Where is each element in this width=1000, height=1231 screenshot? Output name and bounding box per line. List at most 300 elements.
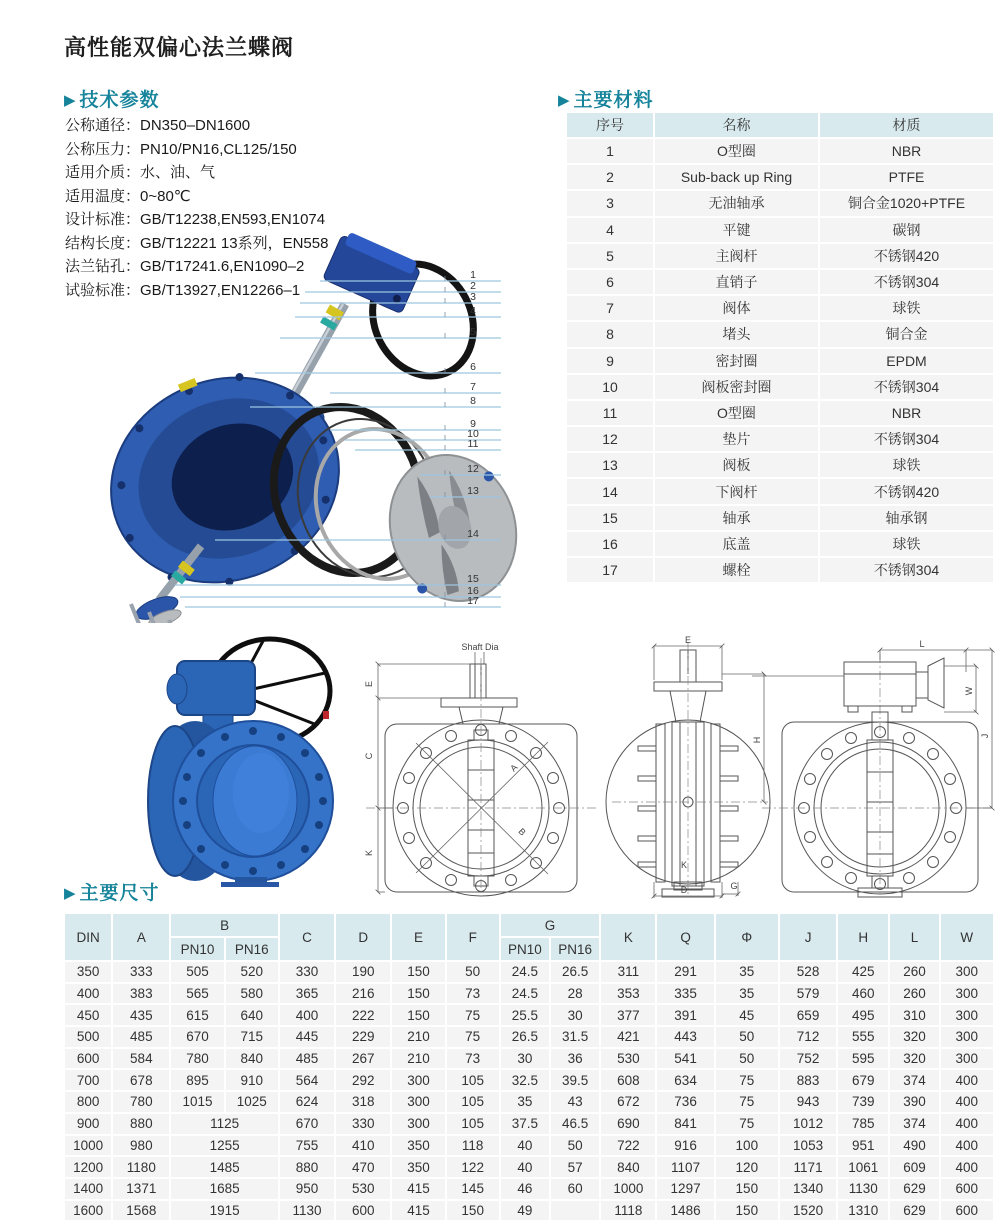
dimension-cell: 500 xyxy=(65,1027,111,1047)
dimension-cell: 883 xyxy=(780,1070,836,1090)
dim-header-c: C xyxy=(280,914,334,960)
page-title: 高性能双偏心法兰蝶阀 xyxy=(64,35,295,60)
dimension-cell: 580 xyxy=(226,984,278,1004)
dimension-cell: 460 xyxy=(838,984,888,1004)
dimension-cell: 374 xyxy=(890,1070,938,1090)
dimension-cell xyxy=(551,1201,599,1221)
callout-number: 17 xyxy=(467,595,479,607)
dimension-cell: 216 xyxy=(336,984,390,1004)
materials-header-name: 名称 xyxy=(655,113,818,137)
dimension-cell: 910 xyxy=(226,1070,278,1090)
section-title-materials-label: 主要材料 xyxy=(573,90,654,111)
callout-number: 7 xyxy=(470,381,476,393)
dimension-cell: 755 xyxy=(280,1136,334,1156)
dimension-cell: 1130 xyxy=(280,1201,334,1221)
dimension-cell: 530 xyxy=(601,1049,655,1069)
dimension-cell: 40 xyxy=(501,1157,549,1177)
dimension-cell: 600 xyxy=(941,1179,993,1199)
dim-e-label: E xyxy=(364,680,374,688)
dimension-cell: 35 xyxy=(716,984,778,1004)
dimension-cell: 739 xyxy=(838,1092,888,1112)
dim-header-phi: Φ xyxy=(716,914,778,960)
dimension-cell: 565 xyxy=(171,984,223,1004)
material-cell: NBR xyxy=(820,401,993,425)
dimension-cell: 1000 xyxy=(65,1136,111,1156)
dimension-cell: 75 xyxy=(447,1005,499,1025)
dimension-cell: 895 xyxy=(171,1070,223,1090)
dimension-cell: 400 xyxy=(941,1070,993,1090)
dim-header-f: F xyxy=(447,914,499,960)
dimension-cell: 60 xyxy=(551,1179,599,1199)
dim-j-label: J xyxy=(980,733,990,739)
section-title-dimensions-label: 主要尺寸 xyxy=(79,883,160,904)
dim-header-l: L xyxy=(890,914,938,960)
material-cell: 17 xyxy=(567,558,653,582)
material-row xyxy=(567,349,993,373)
dimension-cell: 150 xyxy=(716,1201,778,1221)
dim-c-label: C xyxy=(364,752,374,760)
section-title-tech xyxy=(64,85,160,112)
dimension-cell: 210 xyxy=(392,1027,444,1047)
dimension-cell: 311 xyxy=(601,962,655,982)
dimension-cell: 659 xyxy=(780,1005,836,1025)
material-cell: 2 xyxy=(567,165,653,189)
material-row xyxy=(567,479,993,503)
dimension-cell: 28 xyxy=(551,984,599,1004)
dimension-cell: 31.5 xyxy=(551,1027,599,1047)
material-cell: Sub-back up Ring xyxy=(655,165,818,189)
dimension-cell: 333 xyxy=(113,962,169,982)
dimension-cell: 470 xyxy=(336,1157,390,1177)
dimension-cell: 260 xyxy=(890,984,938,1004)
dimension-cell: 350 xyxy=(392,1136,444,1156)
dimension-cell: 105 xyxy=(447,1092,499,1112)
material-cell: 铜合金1020+PTFE xyxy=(820,191,993,215)
dimension-cell: 300 xyxy=(941,1005,993,1025)
material-cell: 直销子 xyxy=(655,270,818,294)
material-cell: 无油轴承 xyxy=(655,191,818,215)
dimension-cell: 752 xyxy=(780,1049,836,1069)
dimension-cell: 943 xyxy=(780,1092,836,1112)
dim-header-g-pn10: PN10 xyxy=(501,938,549,960)
dimension-cell: 1107 xyxy=(657,1157,713,1177)
material-cell: O型圈 xyxy=(655,139,818,163)
materials-header-row xyxy=(567,113,993,137)
dimension-cell: 485 xyxy=(280,1049,334,1069)
dimension-cell: 421 xyxy=(601,1027,655,1047)
callout-number: 11 xyxy=(467,438,479,450)
dimension-cell: 210 xyxy=(392,1049,444,1069)
tech-param-line: 结构长度：GB/T12221 13系列，EN558 xyxy=(65,234,329,252)
dimension-cell: 736 xyxy=(657,1092,713,1112)
bottom-foot xyxy=(221,882,279,887)
material-cell: 球铁 xyxy=(820,453,993,477)
dimension-cell: 310 xyxy=(890,1005,938,1025)
dim-e-label: E xyxy=(684,635,692,645)
section-arrow-icon: ▶ xyxy=(64,92,77,109)
material-cell: 5 xyxy=(567,244,653,268)
material-cell: 13 xyxy=(567,453,653,477)
dimension-cell: 712 xyxy=(780,1027,836,1047)
dimension-cell: 350 xyxy=(65,962,111,982)
callout-number: 8 xyxy=(470,395,476,407)
callout-number: 2 xyxy=(470,280,476,292)
dimension-cell: 840 xyxy=(226,1049,278,1069)
dim-header-a: A xyxy=(113,914,169,960)
dimension-cell: 374 xyxy=(890,1114,938,1134)
dimension-cell: 105 xyxy=(447,1070,499,1090)
dimension-cell: 36 xyxy=(551,1049,599,1069)
dimension-cell: 75 xyxy=(716,1114,778,1134)
tech-param-line: 公称通径：DN350–DN1600 xyxy=(65,117,251,134)
dimension-cell: 1400 xyxy=(65,1179,111,1199)
dimension-cell: 75 xyxy=(447,1027,499,1047)
dimension-cell: 318 xyxy=(336,1092,390,1112)
dimension-cell: 584 xyxy=(113,1049,169,1069)
dimension-cell: 624 xyxy=(280,1092,334,1112)
dimension-cell: 291 xyxy=(657,962,713,982)
valve-body xyxy=(105,338,370,616)
dimension-row xyxy=(65,962,993,982)
dimension-cell: 222 xyxy=(336,1005,390,1025)
dimension-cell: 1000 xyxy=(601,1179,655,1199)
callout-number: 15 xyxy=(467,573,479,585)
dimension-cell: 1012 xyxy=(780,1114,836,1134)
handwheel-icon xyxy=(928,658,944,708)
section-arrow-icon: ▶ xyxy=(558,92,571,109)
material-cell: 6 xyxy=(567,270,653,294)
dim-h-label: H xyxy=(752,736,762,744)
dimension-cell: 640 xyxy=(226,1005,278,1025)
dimension-cell: 50 xyxy=(716,1027,778,1047)
material-cell: 球铁 xyxy=(820,532,993,556)
dimension-cell: 490 xyxy=(890,1136,938,1156)
dimension-cell: 715 xyxy=(226,1027,278,1047)
dimension-cell: 43 xyxy=(551,1092,599,1112)
dimension-cell: 383 xyxy=(113,984,169,1004)
dimension-cell: 35 xyxy=(716,962,778,982)
material-cell: 14 xyxy=(567,479,653,503)
dim-k-label: K xyxy=(364,849,374,857)
dimension-cell: 145 xyxy=(447,1179,499,1199)
dimension-cell: 780 xyxy=(113,1092,169,1112)
dimension-cell: 1310 xyxy=(838,1201,888,1221)
callout-number: 13 xyxy=(467,485,479,497)
dimension-cell: 320 xyxy=(890,1027,938,1047)
front-view-drawing xyxy=(358,638,600,900)
dimension-cell: 267 xyxy=(336,1049,390,1069)
material-cell: 碳钢 xyxy=(820,218,993,242)
dimension-cell: 32.5 xyxy=(501,1070,549,1090)
dimension-cell: 150 xyxy=(447,1201,499,1221)
material-cell: 密封圈 xyxy=(655,349,818,373)
dimension-cell: 900 xyxy=(65,1114,111,1134)
dimension-cell: 1053 xyxy=(780,1136,836,1156)
material-cell: 10 xyxy=(567,375,653,399)
dim-header-g: G xyxy=(501,914,599,936)
dim-header-b-pn16: PN16 xyxy=(226,938,278,960)
gearbox-icon xyxy=(167,661,255,715)
dim-header-q: Q xyxy=(657,914,713,960)
dimension-cell: 1180 xyxy=(113,1157,169,1177)
dimension-cell: 75 xyxy=(716,1092,778,1112)
dimension-row xyxy=(65,1005,993,1025)
dimension-cell: 122 xyxy=(447,1157,499,1177)
dimension-row xyxy=(65,1114,993,1134)
dimension-cell: 26.5 xyxy=(551,962,599,982)
materials-tbody xyxy=(567,139,993,582)
dim-header-e: E xyxy=(392,914,444,960)
dimension-cell: 1371 xyxy=(113,1179,169,1199)
dimension-cell: 330 xyxy=(336,1114,390,1134)
dimension-cell: 40 xyxy=(501,1136,549,1156)
tech-param-line: 公称压力：PN10/PN16,CL125/150 xyxy=(65,140,297,158)
dimension-cell: 415 xyxy=(392,1179,444,1199)
dimension-cell: 528 xyxy=(780,962,836,982)
side-view-drawing xyxy=(604,634,776,902)
dimension-cell: 335 xyxy=(657,984,713,1004)
callout-number: 5 xyxy=(470,326,476,338)
material-row xyxy=(567,296,993,320)
tech-param-line: 适用介质：水、油、气 xyxy=(65,164,216,181)
material-cell: 8 xyxy=(567,322,653,346)
dimension-cell: 841 xyxy=(657,1114,713,1134)
dim-g-label: G xyxy=(730,881,738,891)
dimension-row xyxy=(65,1070,993,1090)
dim-header-w: W xyxy=(941,914,993,960)
material-cell: 螺栓 xyxy=(655,558,818,582)
dimension-cell: 300 xyxy=(392,1092,444,1112)
material-cell: 下阀杆 xyxy=(655,479,818,503)
dimension-cell: 300 xyxy=(392,1114,444,1134)
dimension-cell: 30 xyxy=(501,1049,549,1069)
dimension-cell: 1486 xyxy=(657,1201,713,1221)
dimension-cell: 595 xyxy=(838,1049,888,1069)
gearbox-icon xyxy=(323,229,424,313)
dimension-cell: 564 xyxy=(280,1070,334,1090)
dim-header-d: D xyxy=(336,914,390,960)
dimension-cell: 300 xyxy=(392,1070,444,1090)
material-row xyxy=(567,322,993,346)
tech-param-line: 适用温度：0~80℃ xyxy=(65,187,191,205)
dimension-cell: 391 xyxy=(657,1005,713,1025)
material-row xyxy=(567,427,993,451)
dimension-row xyxy=(65,984,993,1004)
dimension-cell: 320 xyxy=(890,1049,938,1069)
dimension-cell: 800 xyxy=(65,1092,111,1112)
material-cell: O型圈 xyxy=(655,401,818,425)
dimension-cell: 300 xyxy=(941,962,993,982)
material-row xyxy=(567,532,993,556)
dimension-cell: 950 xyxy=(280,1179,334,1199)
dimension-row xyxy=(65,1201,993,1221)
dimension-cell: 1520 xyxy=(780,1201,836,1221)
dim-a-label: A xyxy=(508,762,520,774)
dim-l-label: L xyxy=(919,639,925,649)
material-cell: EPDM xyxy=(820,349,993,373)
dimension-cell: 37.5 xyxy=(501,1114,549,1134)
dimension-cell: 1171 xyxy=(780,1157,836,1177)
dim-k-label: K xyxy=(680,860,688,870)
materials-header-material: 材质 xyxy=(820,113,993,137)
section-title-tech-label: 技术参数 xyxy=(79,90,160,111)
dimension-cell: 350 xyxy=(392,1157,444,1177)
dimension-cell: 105 xyxy=(447,1114,499,1134)
dimension-cell: 400 xyxy=(941,1092,993,1112)
material-cell: 堵头 xyxy=(655,322,818,346)
dimension-cell: 679 xyxy=(838,1070,888,1090)
material-cell: 1 xyxy=(567,139,653,163)
material-row xyxy=(567,506,993,530)
material-cell: PTFE xyxy=(820,165,993,189)
material-cell: 阀板 xyxy=(655,453,818,477)
material-cell: 不锈钢304 xyxy=(820,375,993,399)
dimension-cell: 600 xyxy=(65,1049,111,1069)
dimension-cell: 365 xyxy=(280,984,334,1004)
dimension-cell: 330 xyxy=(280,962,334,982)
dimension-cell: 150 xyxy=(392,1005,444,1025)
material-cell: 不锈钢420 xyxy=(820,244,993,268)
callout-number: 10 xyxy=(467,428,479,440)
material-cell: 球铁 xyxy=(820,296,993,320)
dimension-cell: 629 xyxy=(890,1179,938,1199)
dimension-cell: 579 xyxy=(780,984,836,1004)
dimension-cell: 400 xyxy=(941,1114,993,1134)
dimension-cell: 608 xyxy=(601,1070,655,1090)
dimension-cell: 1200 xyxy=(65,1157,111,1177)
material-cell: 不锈钢304 xyxy=(820,558,993,582)
dimension-cell: 916 xyxy=(657,1136,713,1156)
dimension-cell: 35 xyxy=(501,1092,549,1112)
dimension-cell: 880 xyxy=(280,1157,334,1177)
callout-number: 3 xyxy=(470,291,476,303)
dimension-cell: 118 xyxy=(447,1136,499,1156)
exploded-valve-art xyxy=(105,229,525,623)
callout-number: 6 xyxy=(470,361,476,373)
dimension-cell: 1015 xyxy=(171,1092,223,1112)
dimension-cell: 485 xyxy=(113,1027,169,1047)
dimension-row xyxy=(65,1157,993,1177)
dimension-cell: 229 xyxy=(336,1027,390,1047)
dimension-cell: 670 xyxy=(171,1027,223,1047)
callout-number: 1 xyxy=(470,269,476,281)
dimension-cell: 120 xyxy=(716,1157,778,1177)
material-row xyxy=(567,191,993,215)
dim-header-b-pn10: PN10 xyxy=(171,938,223,960)
material-row xyxy=(567,401,993,425)
material-cell: 11 xyxy=(567,401,653,425)
material-row xyxy=(567,244,993,268)
material-row xyxy=(567,558,993,582)
material-cell: NBR xyxy=(820,139,993,163)
dimension-cell: 50 xyxy=(551,1136,599,1156)
dimension-cell: 722 xyxy=(601,1136,655,1156)
dimension-cell: 50 xyxy=(716,1049,778,1069)
dimension-cell: 46 xyxy=(501,1179,549,1199)
material-cell: 12 xyxy=(567,427,653,451)
dim-b-label: B xyxy=(516,826,528,838)
dimension-cell: 600 xyxy=(336,1201,390,1221)
dimension-cell: 600 xyxy=(941,1201,993,1221)
material-row xyxy=(567,453,993,477)
dimension-cell: 150 xyxy=(716,1179,778,1199)
dimension-cell: 443 xyxy=(657,1027,713,1047)
dimension-cell: 190 xyxy=(336,962,390,982)
dimension-cell: 530 xyxy=(336,1179,390,1199)
material-row xyxy=(567,139,993,163)
dimension-cell: 1130 xyxy=(838,1179,888,1199)
dimension-cell: 785 xyxy=(838,1114,888,1134)
section-title-dimensions xyxy=(64,878,160,905)
dimension-cell: 400 xyxy=(65,984,111,1004)
dimension-cell: 445 xyxy=(280,1027,334,1047)
material-cell: 垫片 xyxy=(655,427,818,451)
dimension-cell: 300 xyxy=(941,984,993,1004)
dimension-cell: 672 xyxy=(601,1092,655,1112)
material-cell: 阀体 xyxy=(655,296,818,320)
dimension-cell: 609 xyxy=(890,1157,938,1177)
material-cell: 7 xyxy=(567,296,653,320)
dim-header-j: J xyxy=(780,914,836,960)
dim-d-label: D xyxy=(680,885,688,895)
dimension-cell: 435 xyxy=(113,1005,169,1025)
dimension-row xyxy=(65,1049,993,1069)
dimensions-header-row-1 xyxy=(65,914,993,936)
shaft-dia-label: Shaft Dia xyxy=(461,642,499,652)
dimension-row xyxy=(65,1027,993,1047)
material-cell: 15 xyxy=(567,506,653,530)
material-row xyxy=(567,270,993,294)
dimension-cell: 45 xyxy=(716,1005,778,1025)
dimension-cell: 410 xyxy=(336,1136,390,1156)
dim-header-b: B xyxy=(171,914,277,936)
dim-header-g-pn16: PN16 xyxy=(551,938,599,960)
dimension-cell: 1915 xyxy=(171,1201,277,1221)
dimension-cell: 150 xyxy=(392,984,444,1004)
dimension-cell: 505 xyxy=(171,962,223,982)
dimension-cell: 1568 xyxy=(113,1201,169,1221)
valve-disc xyxy=(371,438,525,617)
materials-header-no: 序号 xyxy=(567,113,653,137)
dimension-cell: 980 xyxy=(113,1136,169,1156)
dimension-cell: 951 xyxy=(838,1136,888,1156)
dimension-cell: 25.5 xyxy=(501,1005,549,1025)
dimension-cell: 73 xyxy=(447,984,499,1004)
material-cell: 阀板密封圈 xyxy=(655,375,818,399)
dimension-cell: 1118 xyxy=(601,1201,655,1221)
section-arrow-icon: ▶ xyxy=(64,885,77,902)
material-cell: 底盖 xyxy=(655,532,818,556)
dimension-cell: 50 xyxy=(447,962,499,982)
material-cell: 主阀杆 xyxy=(655,244,818,268)
dimension-cell: 75 xyxy=(716,1070,778,1090)
dimension-cell: 634 xyxy=(657,1070,713,1090)
tech-param-line: 试验标准：GB/T13927,EN12266–1 xyxy=(65,281,301,299)
dimensions-tbody xyxy=(65,962,993,1220)
materials-table xyxy=(565,111,995,584)
dimension-row xyxy=(65,1136,993,1156)
dimension-cell: 415 xyxy=(392,1201,444,1221)
material-row xyxy=(567,165,993,189)
dimension-cell: 30 xyxy=(551,1005,599,1025)
valve-product-photo xyxy=(95,633,357,887)
dimension-cell: 1600 xyxy=(65,1201,111,1221)
dimension-cell: 100 xyxy=(716,1136,778,1156)
dimension-cell: 495 xyxy=(838,1005,888,1025)
tech-param-line: 设计标准：GB/T12238,EN593,EN1074 xyxy=(65,211,326,228)
material-cell: 3 xyxy=(567,191,653,215)
dimension-cell: 700 xyxy=(65,1070,111,1090)
